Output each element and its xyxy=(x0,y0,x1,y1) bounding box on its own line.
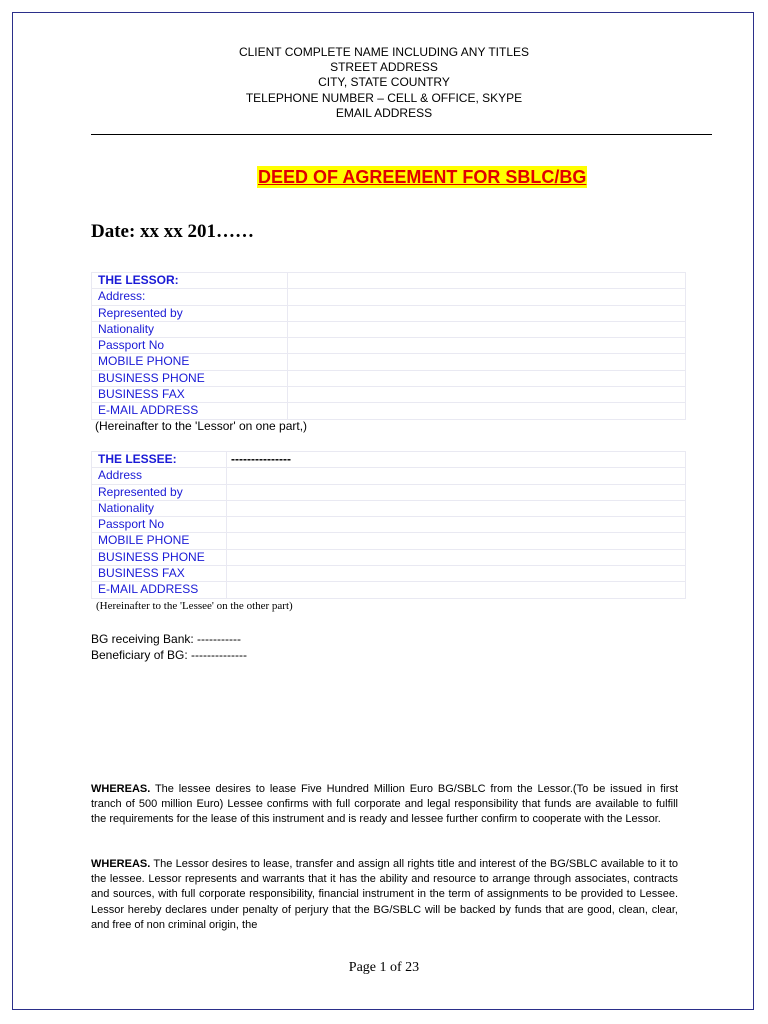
field-value xyxy=(288,321,686,337)
field-value xyxy=(288,305,686,321)
field-label: E-MAIL ADDRESS xyxy=(92,403,288,419)
field-value xyxy=(288,403,686,419)
table-row xyxy=(92,582,686,598)
table-row xyxy=(92,273,686,289)
field-label: Address: xyxy=(92,289,288,305)
field-label: Represented by xyxy=(92,305,288,321)
table-row xyxy=(92,387,686,403)
lessor-note: (Hereinafter to the 'Lessor' on one part,) xyxy=(95,419,308,433)
table-row xyxy=(92,549,686,565)
paragraph-lead: WHEREAS. xyxy=(91,783,151,795)
field-label: BUSINESS PHONE xyxy=(92,370,288,386)
field-label: MOBILE PHONE xyxy=(92,533,227,549)
letterhead-line: STREET ADDRESS xyxy=(330,60,438,75)
table-row xyxy=(92,566,686,582)
field-value xyxy=(227,533,686,549)
date-line: Date: xx xx 201…… xyxy=(91,221,255,242)
field-value xyxy=(227,549,686,565)
lessee-heading: THE LESSEE: xyxy=(92,452,227,468)
field-value xyxy=(288,387,686,403)
field-label: MOBILE PHONE xyxy=(92,354,288,370)
letterhead-line: CITY, STATE COUNTRY xyxy=(318,75,450,90)
header-divider xyxy=(91,134,712,135)
letterhead-line: CLIENT COMPLETE NAME INCLUDING ANY TITLES xyxy=(238,45,530,59)
table-row xyxy=(92,305,686,321)
paragraph-text: The lessee desires to lease Five Hundred Million Euro BG/SBLC from the Lessor.(To be issued in first tranch of 500 million Euro) Lessee confirms with full corporate and legal responsibility that funds are available to fulfill the requirements for the lease of this instrument and is ready and lessee further confirm to cooperate with the Lessor. xyxy=(91,783,678,826)
lessor-table xyxy=(91,272,686,420)
table-row xyxy=(92,370,686,386)
lessor-heading: THE LESSOR: xyxy=(92,273,288,289)
bg-beneficiary: Beneficiary of BG: -------------- xyxy=(91,648,247,662)
table-row xyxy=(92,484,686,500)
field-value xyxy=(227,468,686,484)
table-row xyxy=(92,321,686,337)
whereas-paragraph xyxy=(91,857,678,933)
lessor-heading-value xyxy=(288,273,686,289)
field-label: Address xyxy=(92,468,227,484)
table-row xyxy=(92,289,686,305)
field-label: BUSINESS FAX xyxy=(92,387,288,403)
table-row xyxy=(92,354,686,370)
field-label: Nationality xyxy=(92,321,288,337)
bg-receiving-bank: BG receiving Bank: ----------- xyxy=(91,632,242,646)
field-value xyxy=(288,289,686,305)
table-row xyxy=(92,533,686,549)
lessee-note: (Hereinafter to the 'Lessee' on the other part) xyxy=(96,600,293,612)
table-row xyxy=(92,403,686,419)
field-label: BUSINESS FAX xyxy=(92,566,227,582)
table-row xyxy=(92,517,686,533)
field-value xyxy=(288,354,686,370)
field-value xyxy=(227,500,686,516)
bg-info xyxy=(91,631,247,663)
field-value xyxy=(227,566,686,582)
table-row xyxy=(92,500,686,516)
paragraph-lead: WHEREAS. xyxy=(91,858,151,870)
paragraph-text: The Lessor desires to lease, transfer and assign all rights title and interest of the BG/SBLC available to it to the lessee. Lessor represents and warrants that it has the ability and resource to arrange through associates, contracts and sources, with full corporate responsibility, financial instrument in the term of assignments to be provided to Lessee. Lessor hereby declares under penalty of perjury that the BG/SBLC will be backed by funds that are good, clean, clear, and free of non criminal origin, the xyxy=(91,858,678,931)
field-label: Represented by xyxy=(92,484,227,500)
letterhead-line: EMAIL ADDRESS xyxy=(335,105,433,120)
field-label: Passport No xyxy=(92,338,288,354)
letterhead xyxy=(0,45,768,121)
field-value xyxy=(288,370,686,386)
field-label: BUSINESS PHONE xyxy=(92,549,227,565)
page-number: Page 1 of 23 xyxy=(348,960,420,975)
document-title: DEED OF AGREEMENT FOR SBLC/BG xyxy=(258,167,587,187)
letterhead-line: TELEPHONE NUMBER – CELL & OFFICE, SKYPE xyxy=(245,90,523,105)
field-label: E-MAIL ADDRESS xyxy=(92,582,227,598)
field-value xyxy=(227,484,686,500)
field-label: Nationality xyxy=(92,500,227,516)
table-row xyxy=(92,452,686,468)
lessee-table xyxy=(91,451,686,599)
field-value xyxy=(227,582,686,598)
whereas-paragraph xyxy=(91,782,678,828)
table-row xyxy=(92,468,686,484)
lessee-heading-value: --------------- xyxy=(227,452,686,468)
field-value xyxy=(288,338,686,354)
field-label: Passport No xyxy=(92,517,227,533)
field-value xyxy=(227,517,686,533)
table-row xyxy=(92,338,686,354)
